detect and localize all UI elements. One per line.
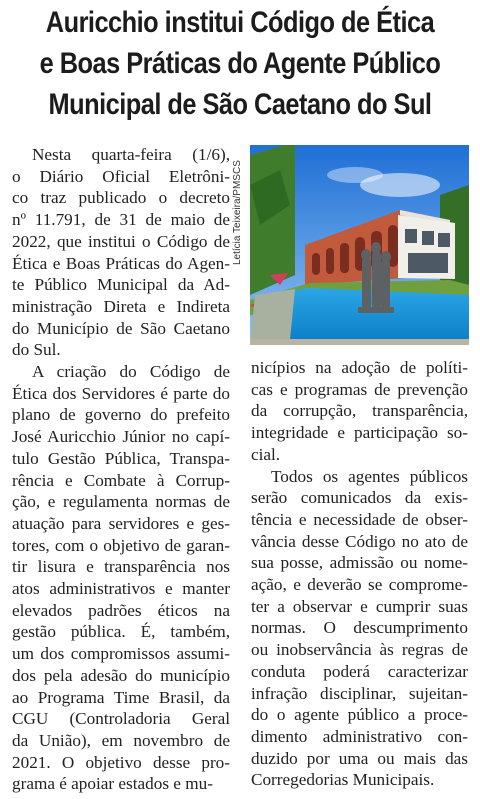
text-line: do Município de São Caetano <box>12 318 230 338</box>
photo-credit: Letícia Teixeira/PMSCS <box>232 160 243 265</box>
text-line: grama é apoiar estados e mu- <box>12 774 213 794</box>
text-line: do o agente público a proce- <box>251 705 468 725</box>
text-line: do Sul. <box>12 340 61 360</box>
text-line: ou inobservância às regras de <box>251 640 468 660</box>
article-column-left <box>12 144 230 795</box>
text-line: A criação do Código de <box>32 362 230 382</box>
text-line: infração disciplinar, sujeitan- <box>251 683 468 703</box>
text-line: ção, e regulamenta normas de <box>12 492 230 512</box>
text-line: serão comunicados da exis- <box>251 488 468 508</box>
text-line: duzido por uma ou mais das <box>251 748 468 768</box>
article-column-right <box>251 357 468 791</box>
text-line: ao Programa Time Brasil, da <box>12 687 230 707</box>
article-paragraph <box>12 144 230 361</box>
article-paragraph <box>251 466 468 792</box>
article-photo <box>250 145 469 345</box>
text-line: gestão pública. É, também, <box>12 622 230 642</box>
text-line: normas. O descumprimento <box>251 618 468 638</box>
text-line: Ética e Boas Práticas do Agen- <box>12 253 230 273</box>
text-line: plano de governo do prefeito <box>12 405 230 425</box>
text-line: tores, com o objetivo de garan- <box>12 535 230 555</box>
text-line: 2021. O objetivo desse pro- <box>12 752 230 772</box>
text-line: Corregedorias Municipais. <box>251 770 435 790</box>
text-line: dimento administrativo con- <box>251 726 468 746</box>
text-line: atos administrativos e manter <box>12 579 230 599</box>
text-line: Ética dos Servidores é parte do <box>12 383 230 403</box>
text-line: tência e necessidade de obser- <box>251 509 468 529</box>
text-line: ação, e deverão se comprome- <box>251 575 468 595</box>
text-line: nicípios na adoção de políti- <box>251 358 468 377</box>
text-line: cial. <box>251 444 281 464</box>
text-line: 2022, que institui o Código de <box>12 231 230 251</box>
text-line: cas e programas de prevenção <box>251 379 468 399</box>
text-line: tir lisura e transparência nos <box>12 557 230 577</box>
article-paragraph <box>12 361 230 795</box>
headline-line: Auricchio institui Código de Ética <box>45 6 435 39</box>
text-line: da corrupção, transparência, <box>251 401 468 421</box>
headline <box>34 2 447 125</box>
city-hall-photo <box>250 145 469 345</box>
text-line: da União), em novembro de <box>12 730 230 750</box>
text-line: atuação para servidores e ges- <box>12 513 230 533</box>
text-line: Todos os agentes públicos <box>271 466 468 486</box>
text-line: co traz publicado o decreto <box>12 188 230 208</box>
text-line: Nesta quarta-feira (1/6), <box>32 145 230 164</box>
text-line: o Diário Oficial Eletrôni- <box>12 166 230 186</box>
headline-line: Municipal de São Caetano do Sul <box>48 88 432 121</box>
text-line: nº 11.791, de 31 de maio de <box>12 210 230 230</box>
text-line: um dos compromissos assumi- <box>12 644 230 664</box>
text-line: dos pela adesão do município <box>12 665 230 685</box>
text-line: CGU (Controladoria Geral <box>12 709 230 729</box>
headline-line: e Boas Práticas do Agente Público <box>39 47 441 80</box>
text-line: sua posse, admissão ou nome- <box>251 553 468 573</box>
text-line: José Auricchio Júnior no capí- <box>12 427 230 447</box>
text-line: integridade e participação so- <box>251 423 468 443</box>
text-line: conduta poderá caracterizar <box>251 661 468 681</box>
text-line: rência e Combate à Corrup- <box>12 470 230 490</box>
text-line: tulo Gestão Pública, Transpa- <box>12 448 230 468</box>
text-line: elevados padrões éticos na <box>12 600 230 620</box>
text-line: vância desse Código no ato de <box>251 531 468 551</box>
text-line: ter a observar e cumprir suas <box>251 596 468 616</box>
article-paragraph <box>251 357 468 466</box>
text-line: te Público Municipal da Ad- <box>12 275 230 295</box>
text-line: ministração Direta e Indireta <box>12 296 230 316</box>
